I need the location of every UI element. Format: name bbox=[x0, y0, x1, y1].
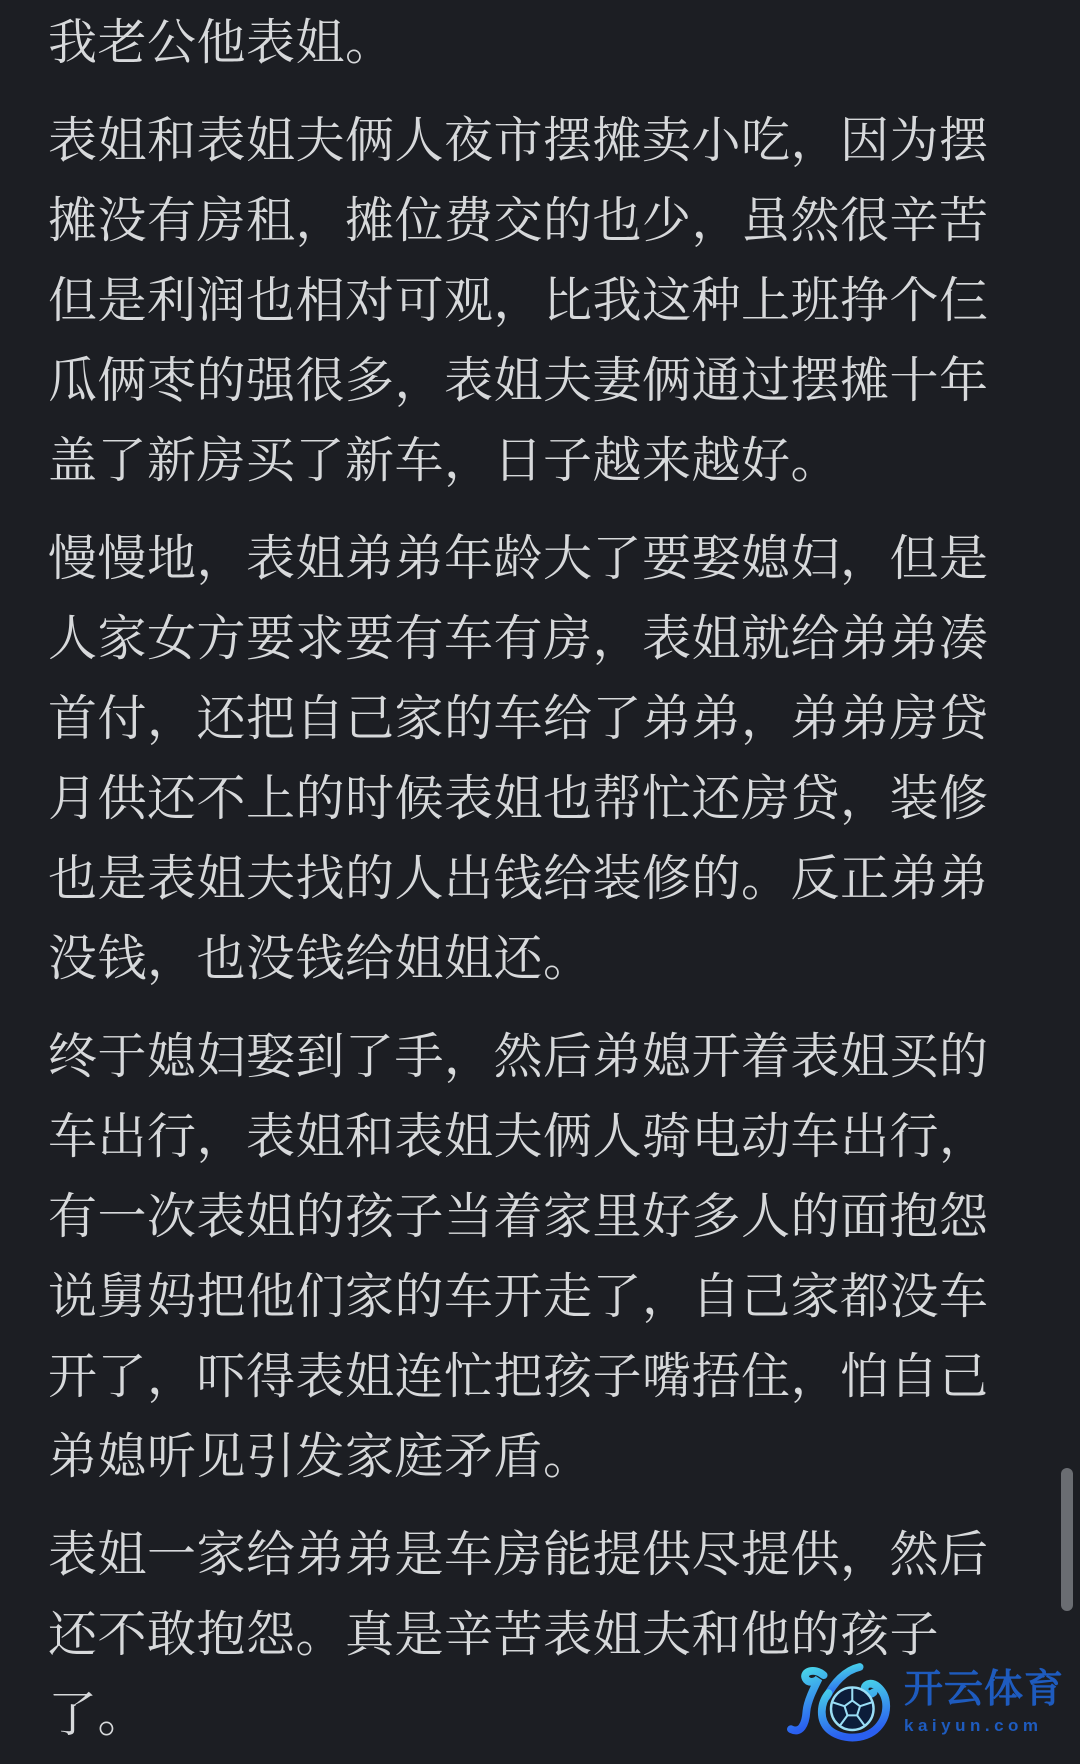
text-line: 车出行，表姐和表姐夫俩人骑电动车出行， bbox=[48, 1110, 989, 1164]
text-line: 慢慢地，表姐弟弟年龄大了要娶媳妇，但是 bbox=[48, 532, 989, 586]
text-line: 了。 bbox=[48, 1688, 148, 1742]
text-line: 终于媳妇娶到了手，然后弟媳开着表姐买的 bbox=[48, 1030, 989, 1084]
paragraph bbox=[48, 519, 1050, 999]
text-line: 也是表姐夫找的人出钱给装修的。反正弟弟 bbox=[48, 852, 989, 906]
text-line: 没钱，也没钱给姐姐还。 bbox=[48, 932, 593, 986]
text-line: 表姐一家给弟弟是车房能提供尽提供，然后 bbox=[48, 1528, 989, 1582]
text-line: 弟媳听见引发家庭矛盾。 bbox=[48, 1430, 593, 1484]
text-line: 还不敢抱怨。真是辛苦表姐夫和他的孩子 bbox=[48, 1608, 940, 1662]
watermark-brand-url: kaiyun.com bbox=[903, 1715, 1043, 1735]
text-line: 但是利润也相对可观，比我这种上班挣个仨 bbox=[48, 274, 989, 328]
kaiyun-logo-icon bbox=[786, 1662, 894, 1744]
paragraph bbox=[48, 101, 1050, 501]
paragraph bbox=[48, 1017, 1050, 1497]
text-line: 人家女方要求要有车有房，表姐就给弟弟凑 bbox=[48, 612, 989, 666]
text-line: 我老公他表姐。 bbox=[48, 16, 395, 70]
paragraph bbox=[48, 3, 1050, 83]
text-line: 盖了新房买了新车，日子越来越好。 bbox=[48, 434, 841, 488]
watermark-brand-name: 开云体育 bbox=[903, 1668, 1064, 1712]
text-line: 表姐和表姐夫俩人夜市摆摊卖小吃，因为摆 bbox=[48, 114, 989, 168]
text-line: 有一次表姐的孩子当着家里好多人的面抱怨 bbox=[48, 1190, 989, 1244]
text-line: 瓜俩枣的强很多，表姐夫妻俩通过摆摊十年 bbox=[48, 354, 989, 408]
kaiyun-watermark bbox=[786, 1662, 1064, 1744]
scrollbar-thumb[interactable] bbox=[1061, 1468, 1073, 1611]
text-line: 开了，吓得表姐连忙把孩子嘴捂住，怕自己 bbox=[48, 1350, 989, 1404]
text-line: 月供还不上的时候表姐也帮忙还房贷，装修 bbox=[48, 772, 989, 826]
text-line: 摊没有房租，摊位费交的也少，虽然很辛苦 bbox=[48, 194, 989, 248]
text-line: 说舅妈把他们家的车开走了，自己家都没车 bbox=[48, 1270, 989, 1324]
text-line: 首付，还把自己家的车给了弟弟，弟弟房贷 bbox=[48, 692, 989, 746]
